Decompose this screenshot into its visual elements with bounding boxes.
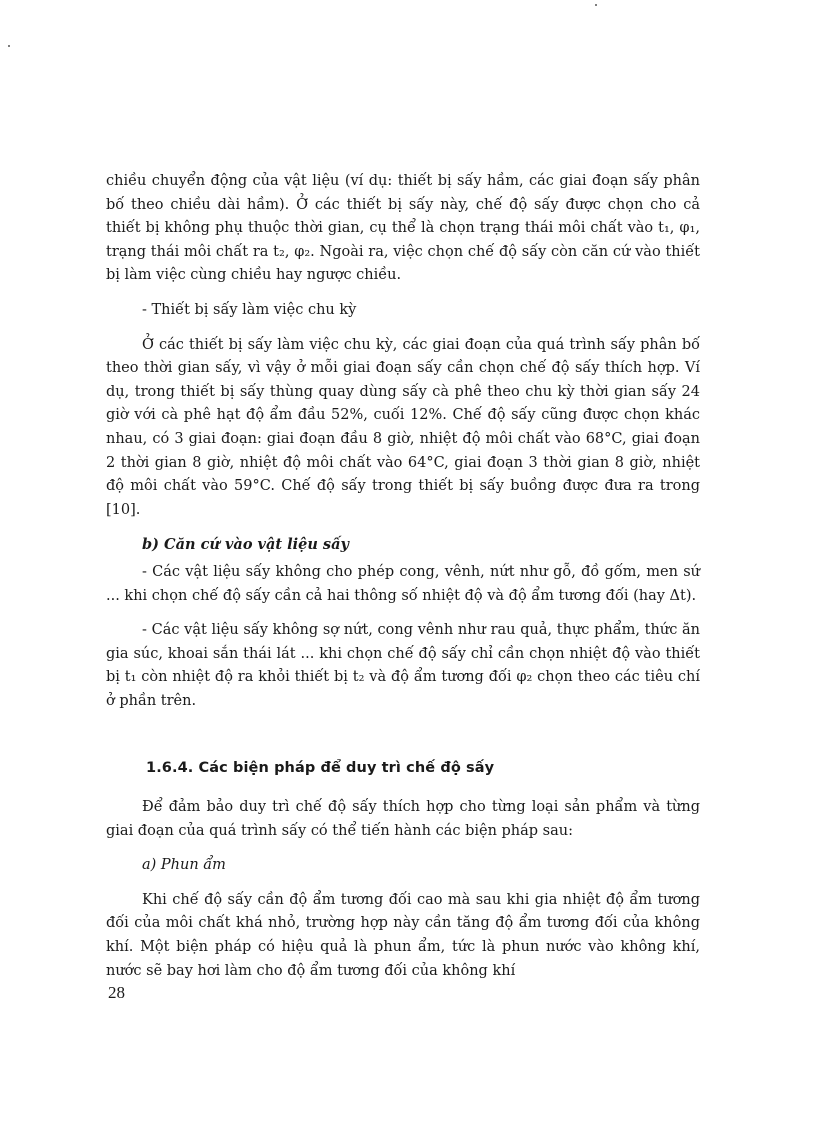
paragraph-spray: Khi chế độ sấy cần độ ẩm tương đối cao mà sau khi gia nhiệt độ ẩm tương đối của môi chất khá nhỏ, trường hợp này cần tăng độ ẩm tương đối của không khí. Một biện pháp có hiệu quả là phun ẩm, tức là phun nước vào không khí, nước sẽ bay hơi làm cho độ ẩm tương đối của không khí [106,891,700,979]
scan-speck [8,45,10,47]
paragraph-intro: Để đảm bảo duy trì chế độ sấy thích hợp cho từng loại sản phẩm và từng giai đoạn của quá trình sấy có thể tiến hành các biện pháp sau: [106,799,700,839]
paragraph-material-2: - Các vật liệu sấy không sợ nứt, cong vênh như rau quả, thực phẩm, thức ăn gia súc, khoai sắn thái lát ... khi chọn chế độ sấy chỉ cần chọn nhiệt độ vào thiết bị t₁ còn nhiệt độ ra khỏi thiết bị t₂ và độ ẩm tương đối φ₂ chọn theo các tiêu chí ở phần trên. [106,622,700,709]
body-text-upper [106,170,700,713]
paragraph-periodic-dryer: Ở các thiết bị sấy làm việc chu kỳ, các giai đoạn của quá trình sấy phân bố theo thời gian sấy, vì vậy ở mỗi giai đoạn sấy cần chọn chế độ sấy thích hợp. Ví dụ, trong thiết bị sấy thùng quay dùng sấy cà phê theo chu kỳ thời gian sấy 24 giờ với cà phê hạt độ ẩm đầu 52%, cuối 12%. Chế độ sấy cũng được chọn khác nhau, có 3 giai đoạn: giai đoạn đầu 8 giờ, nhiệt độ môi chất vào 68°C, giai đoạn 2 thời gian 8 giờ, nhiệt độ môi chất vào 64°C, giai đoạn 3 thời gian 8 giờ, nhiệt độ môi chất vào 59°C. Chế độ sấy trong thiết bị sấy buồng được đưa ra trong [10]. [106,336,700,518]
subheading-material: b) Căn cứ vào vật liệu sấy [142,536,349,554]
body-text-lower [106,796,700,983]
section-heading: 1.6.4. Các biện pháp để duy trì chế độ sấy [146,760,495,776]
scan-speck [595,4,597,6]
bullet-periodic-dryer: - Thiết bị sấy làm việc chu kỳ [142,301,357,318]
paragraph-continuation: chiều chuyển động của vật liệu (ví dụ: thiết bị sấy hầm, các giai đoạn sấy phân bố theo chiều dài hầm). Ở các thiết bị sấy này, chế độ sấy được chọn cho cả thiết bị không phụ thuộc thời gian, cụ thể là chọn trạng thái môi chất vào t₁, φ₁, trạng thái môi chất ra t₂, φ₂. Ngoài ra, việc chọn chế độ sấy còn căn cứ vào thiết bị làm việc cùng chiều hay ngược chiều. [106,173,700,284]
paragraph-material-1: - Các vật liệu sấy không cho phép cong, vênh, nứt như gỗ, đồ gốm, men sứ ... khi chọn chế độ sấy cần cả hai thông số nhiệt độ và độ ẩm tương đối (hay Δt). [106,563,700,604]
subheading-spray: a) Phun ẩm [142,857,226,874]
page-number: 28 [108,983,125,1002]
